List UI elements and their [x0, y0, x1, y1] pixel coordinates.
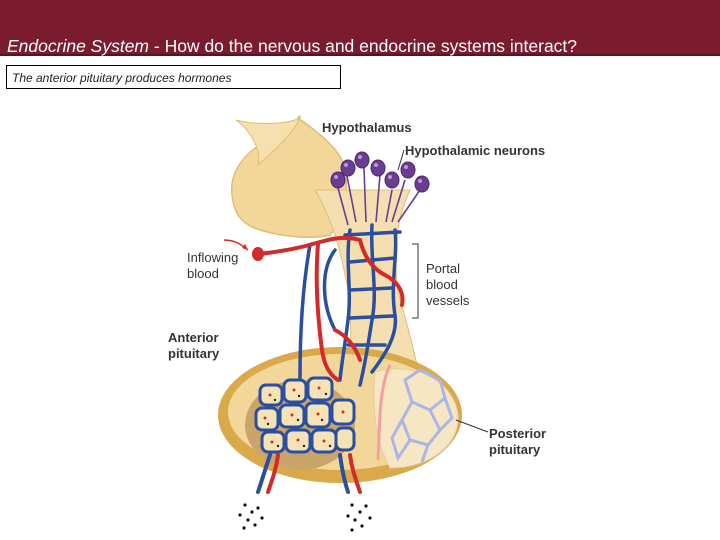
label-anterior: Anterior — [168, 330, 219, 345]
title-question: How do the nervous and endocrine systems interact? — [164, 36, 578, 56]
inflowing-artery-end — [252, 247, 264, 261]
label-anterior-pituitary: pituitary — [168, 346, 220, 361]
label-hypothalamic-neurons: Hypothalamic neurons — [405, 143, 546, 158]
label-inflowing-blood: blood — [187, 266, 219, 281]
label-posterior-pituitary: pituitary — [489, 442, 541, 457]
label-portal: Portal — [426, 261, 460, 276]
inflow-arrow-head — [242, 244, 248, 250]
title-separator: - — [149, 36, 165, 56]
label-inflowing: Inflowing — [187, 250, 239, 265]
subtitle: The anterior pituitary produces hormones — [12, 71, 232, 85]
hormone-particles — [238, 503, 371, 531]
label-hypothalamus: Hypothalamus — [322, 120, 412, 135]
label-portal-blood: blood — [426, 277, 458, 292]
title-topic: Endocrine System — [7, 36, 150, 56]
label-portal-vessels: vessels — [426, 293, 470, 308]
label-posterior: Posterior — [489, 426, 547, 441]
